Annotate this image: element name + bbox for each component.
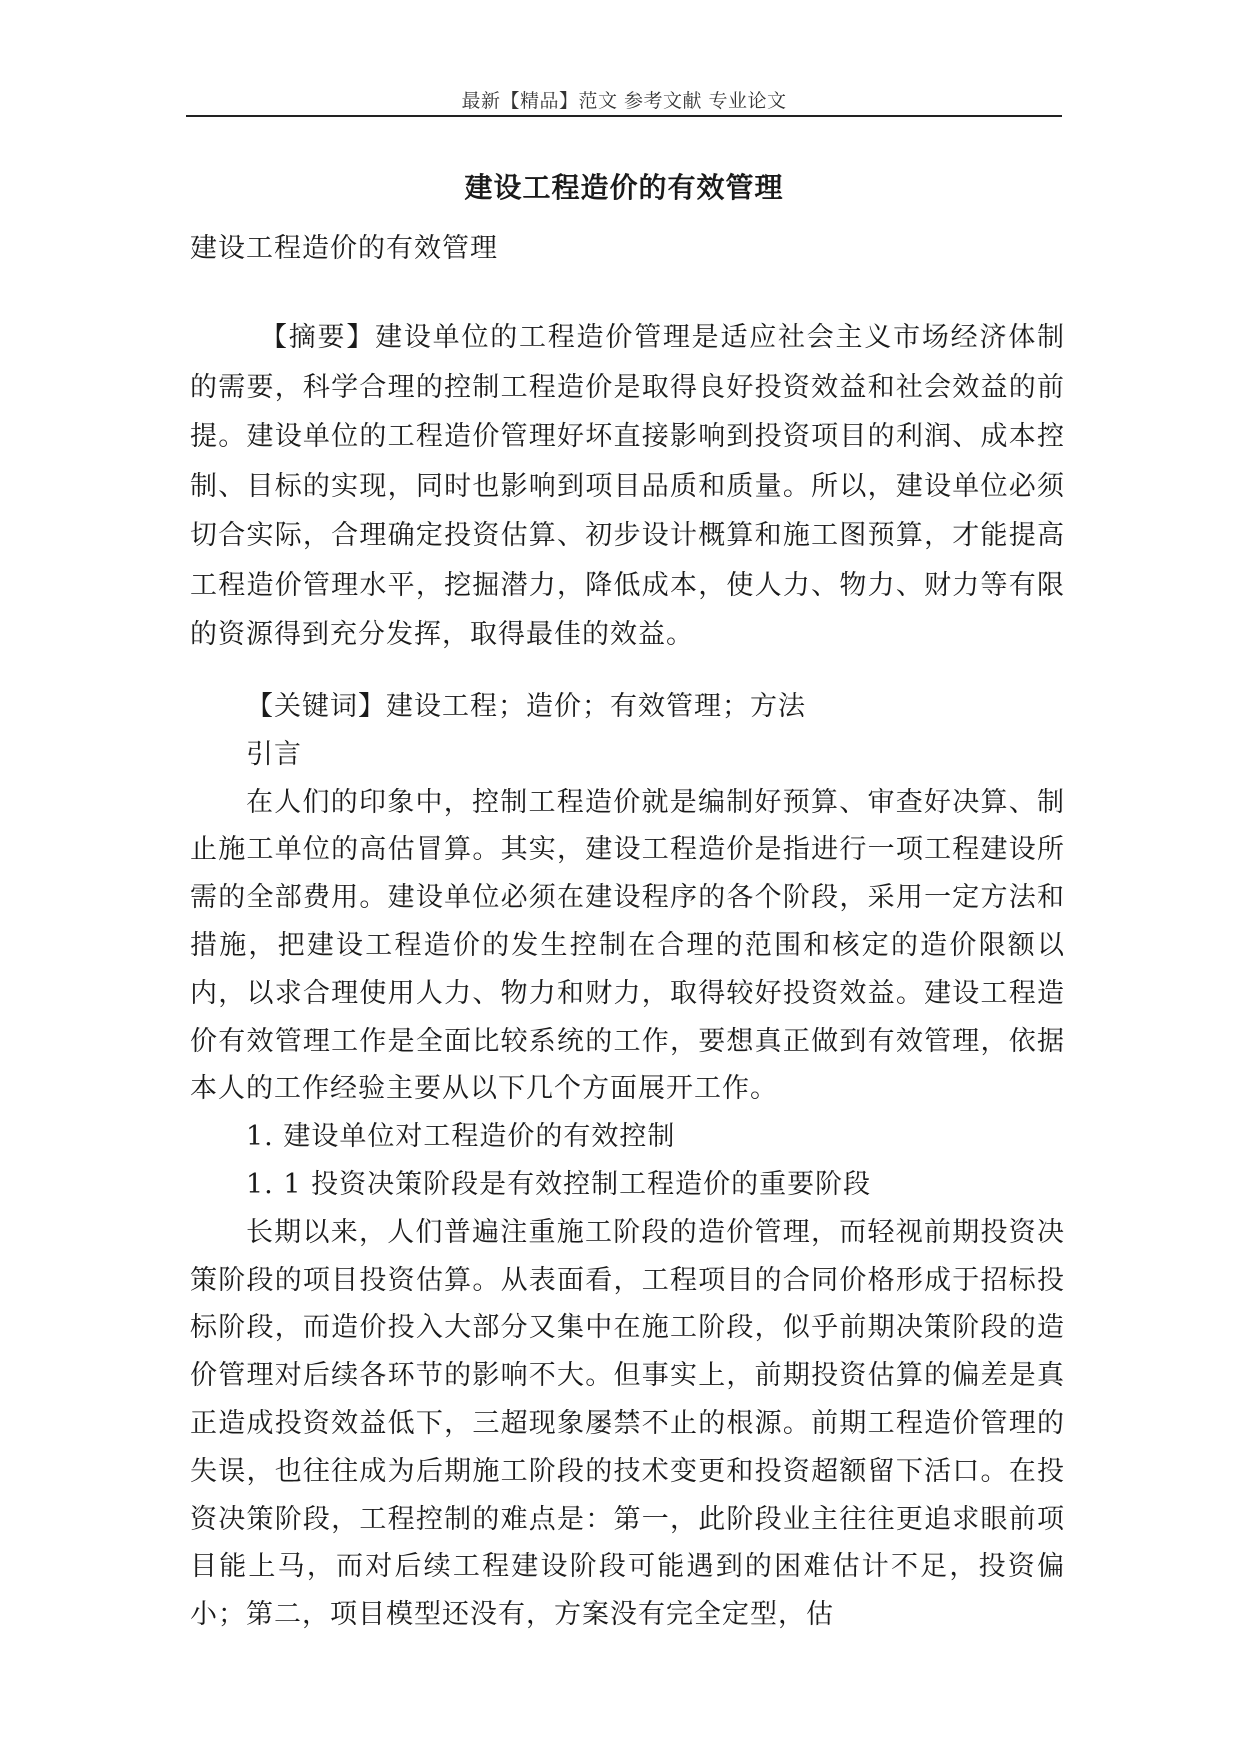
intro-heading: 引言 <box>246 738 302 770</box>
header-divider <box>186 115 1062 117</box>
document-subtitle: 建设工程造价的有效管理 <box>190 233 498 264</box>
keywords-line: 【关键词】建设工程；造价；有效管理；方法 <box>246 691 806 722</box>
section-1-1-paragraph: 长期以来，人们普遍注重施工阶段的造价管理，而轻视前期投资决策阶段的项目投资估算。从表面看，工程项目的合同价格形成于招标投标阶段，而造价投入大部分又集中在施工阶段，似乎前期决策阶段的造价管理对后续各环节的影响不大。但事实上，前期投资估算的偏差是真正造成投资效益低下，三超现象屡禁不止的根源。前期工程造价管理的失误，也往往成为后期施工阶段的技术变更和投资超额留下活口。在投资决策阶段，工程控制的难点是：第一，此阶段业主往往更追求眼前项目能上马，而对后续工程建设阶段可能遇到的困难估计不足，投资偏小；第二，项目模型还没有，方案没有完全定型，估 <box>190 1216 1065 1631</box>
body-text <box>190 683 1065 1639</box>
intro-paragraph: 在人们的印象中，控制工程造价就是编制好预算、审查好决算、制止施工单位的高估冒算。其实，建设工程造价是指进行一项工程建设所需的全部费用。建设单位必须在建设程序的各个阶段，采用一定方法和措施，把建设工程造价的发生控制在合理的范围和核定的造价限额以内，以求合理使用人力、物力和财力，取得较好投资效益。建设工程造价有效管理工作是全面比较系统的工作，要想真正做到有效管理，依据本人的工作经验主要从以下几个方面展开工作。 <box>190 786 1065 1105</box>
section-heading-1-1: 1. 1 投资决策阶段是有效控制工程造价的重要阶段 <box>246 1168 872 1200</box>
document-title: 建设工程造价的有效管理 <box>464 171 784 204</box>
running-header: 最新【精品】范文 参考文献 专业论文 <box>461 90 787 112</box>
section-heading-1: 1. 建设单位对工程造价的有效控制 <box>246 1121 676 1153</box>
abstract-paragraph: 【摘要】建设单位的工程造价管理是适应社会主义市场经济体制的需要，科学合理的控制工程造价是取得良好投资效益和社会效益的前提。建设单位的工程造价管理好坏直接影响到投资项目的利润、成本控制、目标的实现，同时也影响到项目品质和质量。所以，建设单位必须切合实际，合理确定投资估算、初步设计概算和施工图预算，才能提高工程造价管理水平，挖掘潜力，降低成本，使人力、物力、财力等有限的资源得到充分发挥，取得最佳的效益。 <box>190 322 1065 650</box>
